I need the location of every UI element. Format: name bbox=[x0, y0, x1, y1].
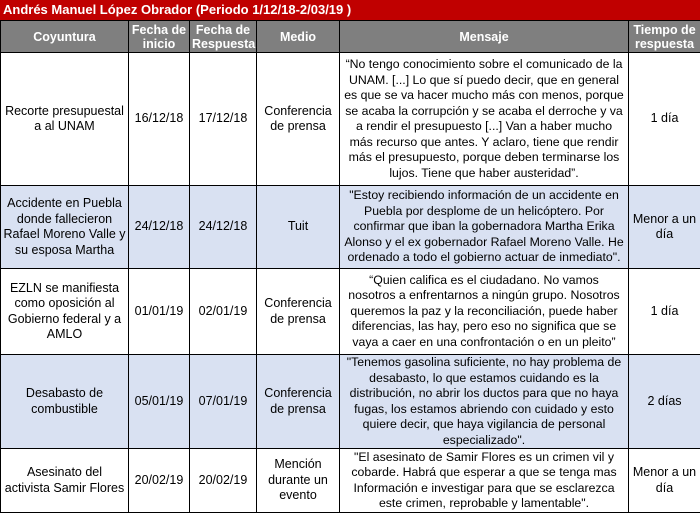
cell-fecha-inicio: 20/02/19 bbox=[129, 449, 190, 513]
cell-fecha-respuesta: 20/02/19 bbox=[190, 449, 257, 513]
cell-fecha-respuesta: 02/01/19 bbox=[190, 269, 257, 355]
table-row bbox=[1, 186, 700, 269]
cell-tiempo: 1 día bbox=[629, 53, 700, 186]
table-row bbox=[1, 355, 700, 449]
cell-medio: Conferencia de prensa bbox=[257, 269, 340, 355]
cell-coyuntura: Desabasto de combustible bbox=[1, 355, 129, 449]
header-fecha-inicio: Fecha de inicio bbox=[129, 21, 190, 53]
cell-mensaje: "Tenemos gasolina suficiente, no hay problema de desabasto, lo que estamos cuidando es la distribución, no abrir los ductos para que no haya fugas, los estamos abriendo con cuidado y esto quiere decir, que haya vigilancia de personal especializado". bbox=[340, 355, 629, 449]
cell-medio: Conferencia de prensa bbox=[257, 355, 340, 449]
cell-medio: Mención durante un evento bbox=[257, 449, 340, 513]
cell-mensaje: “Quien califica es el ciudadano. No vamos nosotros a enfrentarnos a ningún grupo. Nosotros queremos la paz y la reconciliación, puede haber diferencias, las hay, pero eso no significa que se vaya a caer en una confrontación o en un pleito” bbox=[340, 269, 629, 355]
header-fecha-respuesta: Fecha de Respuesta bbox=[190, 21, 257, 53]
cell-fecha-respuesta: 24/12/18 bbox=[190, 186, 257, 269]
cell-mensaje: "Estoy recibiendo información de un accidente en Puebla por desplome de un helicóptero. Por confirmar que iban la gobernadora Martha Erika Alonso y el ex gobernador Rafael Moreno Valle. He ordenado a todo el gobierno actuar de inmediato". bbox=[340, 186, 629, 269]
cell-tiempo: 2 días bbox=[629, 355, 700, 449]
cell-medio: Tuit bbox=[257, 186, 340, 269]
cell-tiempo: Menor a un día bbox=[629, 449, 700, 513]
cell-fecha-inicio: 05/01/19 bbox=[129, 355, 190, 449]
header-mensaje: Mensaje bbox=[340, 21, 629, 53]
table-row bbox=[1, 269, 700, 355]
cell-tiempo: 1 día bbox=[629, 269, 700, 355]
cell-coyuntura: Recorte presupuestal a al UNAM bbox=[1, 53, 129, 186]
cell-fecha-inicio: 01/01/19 bbox=[129, 269, 190, 355]
cell-mensaje: “No tengo conocimiento sobre el comunicado de la UNAM. [...] Lo que sí puedo decir, que en general es que se va hacer mucho más con menos, porque se acaba la corrupción y se acaba el derroche y va a rendir el presupuesto [...] Van a haber mucho más recurso que antes. Y aclaro, tiene que rendir más el presupuesto, porque deben terminarse los lujos. Tiene que haber austeridad”. bbox=[340, 53, 629, 186]
cell-medio: Conferencia de prensa bbox=[257, 53, 340, 186]
header-medio: Medio bbox=[257, 21, 340, 53]
responses-table bbox=[0, 20, 700, 513]
cell-fecha-inicio: 24/12/18 bbox=[129, 186, 190, 269]
cell-tiempo: Menor a un día bbox=[629, 186, 700, 269]
cell-coyuntura: Accidente en Puebla donde fallecieron Rafael Moreno Valle y su esposa Martha bbox=[1, 186, 129, 269]
cell-coyuntura: Asesinato del activista Samir Flores bbox=[1, 449, 129, 513]
header-coyuntura: Coyuntura bbox=[1, 21, 129, 53]
table-title: Andrés Manuel López Obrador (Periodo 1/12/18-2/03/19 ) bbox=[0, 0, 700, 20]
cell-fecha-respuesta: 07/01/19 bbox=[190, 355, 257, 449]
cell-coyuntura: EZLN se manifiesta como oposición al Gobierno federal y a AMLO bbox=[1, 269, 129, 355]
table-row bbox=[1, 53, 700, 186]
header-tiempo: Tiempo de respuesta bbox=[629, 21, 700, 53]
cell-mensaje: "El asesinato de Samir Flores es un crimen vil y cobarde. Habrá que esperar a que se tenga mas Información e investigar para que se esclarezca este crimen, reprobable y lamentable". bbox=[340, 449, 629, 513]
cell-fecha-inicio: 16/12/18 bbox=[129, 53, 190, 186]
cell-fecha-respuesta: 17/12/18 bbox=[190, 53, 257, 186]
header-row bbox=[1, 21, 700, 53]
